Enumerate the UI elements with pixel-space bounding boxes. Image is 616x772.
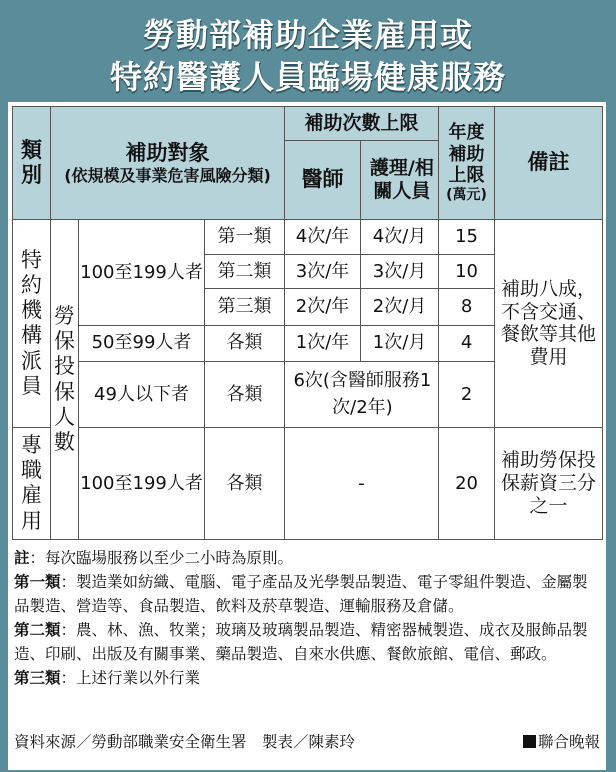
content-panel bbox=[8, 102, 606, 770]
footnote-class-1: 第一類：製造業如紡織、電腦、電子產品及光學製品製造、電子零組件製造、金屬製品製造、營造等、食品製造、飲料及菸草製造、運輸服務及倉儲。 bbox=[14, 573, 588, 615]
doctor-cell: 2次/年 bbox=[285, 289, 361, 325]
doctor-cell: 3次/年 bbox=[285, 255, 361, 289]
combined-limit-cell: 6次(含醫師服務1次/2年) bbox=[285, 361, 439, 427]
header-annual-label: 年度補助上限 bbox=[448, 122, 485, 187]
size-100-199-fulltime: 100至199人者 bbox=[79, 427, 205, 539]
category-contract: 特約機構派員 bbox=[13, 220, 51, 428]
header-nurse: 護理/相關人員 bbox=[361, 141, 439, 220]
header-target-main: 補助對象 bbox=[125, 140, 210, 165]
doctor-cell: 1次/年 bbox=[285, 325, 361, 361]
amount-cell: 4 bbox=[439, 325, 495, 361]
source-credit: 資料來源／勞動部職業安全衛生署 製表／陳素玲 bbox=[14, 733, 356, 751]
header-category: 類別 bbox=[13, 107, 51, 220]
footnote-class-2: 第二類：農、林、漁、牧業；玻璃及玻璃製品製造、精密器械製造、成衣及服飾品製造、印刷、出版及有關事業、藥品製造、自來水供應、餐飲旅館、電信、郵政。 bbox=[14, 621, 588, 663]
nurse-cell: 3次/月 bbox=[361, 255, 439, 289]
category-fulltime: 專職雇用 bbox=[13, 427, 51, 539]
amount-cell: 20 bbox=[439, 427, 495, 539]
amount-cell: 15 bbox=[439, 220, 495, 255]
header-note: 備註 bbox=[495, 107, 603, 220]
amount-cell: 10 bbox=[439, 255, 495, 289]
insured-count-label: 勞保投保人數 bbox=[51, 220, 79, 540]
title-line-1: 勞動部補助企業雇用或 bbox=[142, 16, 473, 54]
size-under-49: 49人以下者 bbox=[79, 361, 205, 427]
class-cell: 各類 bbox=[205, 361, 285, 427]
header-annual-limit bbox=[439, 107, 495, 220]
title-line-2: 特約醫護人員臨場健康服務 bbox=[109, 58, 506, 96]
class-cell: 各類 bbox=[205, 427, 285, 539]
class-cell: 第一類 bbox=[205, 220, 285, 255]
footnote-class-3: 第三類：上述行業以外行業 bbox=[14, 669, 201, 687]
note-contract: 補助八成，不含交通、餐飲等其他費用 bbox=[495, 220, 603, 428]
header-target bbox=[51, 107, 285, 220]
combined-limit-cell: - bbox=[285, 427, 439, 539]
amount-cell: 8 bbox=[439, 289, 495, 325]
footnote-general: 註：每次臨場服務以至少二小時為原則。 bbox=[14, 549, 294, 567]
nurse-cell: 4次/月 bbox=[361, 220, 439, 255]
header-target-sub: (依規模及事業危害風險分類) bbox=[64, 166, 271, 186]
subsidy-table bbox=[12, 106, 603, 540]
footnotes bbox=[14, 546, 602, 690]
nurse-cell: 2次/月 bbox=[361, 289, 439, 325]
header-annual-unit: (萬元) bbox=[446, 187, 487, 203]
size-50-99: 50至99人者 bbox=[79, 325, 205, 361]
square-icon bbox=[523, 735, 536, 748]
nurse-cell: 1次/月 bbox=[361, 325, 439, 361]
note-fulltime: 補助勞保投保薪資三分之一 bbox=[495, 427, 603, 539]
header-doctor: 醫師 bbox=[285, 141, 361, 220]
amount-cell: 2 bbox=[439, 361, 495, 427]
class-cell: 第三類 bbox=[205, 289, 285, 325]
header-limit-group: 補助次數上限 bbox=[285, 107, 439, 141]
class-cell: 第二類 bbox=[205, 255, 285, 289]
class-cell: 各類 bbox=[205, 325, 285, 361]
size-100-199: 100至199人者 bbox=[79, 220, 205, 326]
brand-mark: 聯合晚報 bbox=[523, 730, 600, 752]
doctor-cell: 4次/年 bbox=[285, 220, 361, 255]
